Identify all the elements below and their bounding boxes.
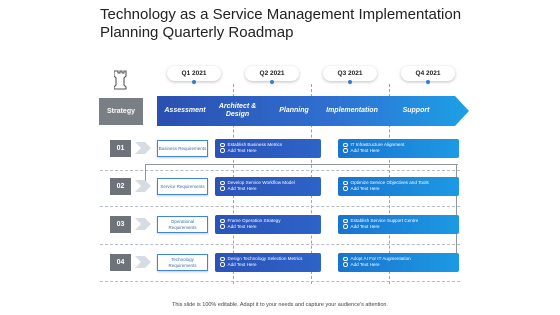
task-card-q3 bbox=[338, 215, 459, 234]
chevron-right-icon bbox=[135, 256, 151, 268]
phase-planning: Planning bbox=[279, 107, 309, 114]
task-item: Design Technology Selection Metrics bbox=[220, 256, 321, 262]
task-item: Establish Service Support Centre bbox=[343, 218, 459, 224]
chess-rook-icon bbox=[114, 70, 128, 90]
task-item: Adopt AI For IT Augmentation bbox=[343, 256, 459, 262]
task-card-q2 bbox=[215, 177, 321, 196]
chevron-right-icon bbox=[135, 218, 151, 230]
requirement-card: Business Requirements bbox=[157, 140, 208, 157]
quarter-marker bbox=[192, 80, 196, 84]
page-title: Technology as a Service Management Implementation Planning Quarterly Roadmap bbox=[100, 6, 462, 41]
task-item: Add Text Here bbox=[343, 186, 459, 192]
row-separator bbox=[100, 281, 460, 282]
quarter-q4: Q4 2021 bbox=[401, 66, 455, 81]
task-item: Add Text Here bbox=[343, 148, 459, 154]
row-number: 02 bbox=[110, 178, 131, 195]
task-item: Add Text Here bbox=[220, 148, 321, 154]
task-card-q2 bbox=[215, 215, 321, 234]
row-number: 03 bbox=[110, 216, 131, 233]
requirement-card: Operational Requirements bbox=[157, 216, 208, 233]
task-item: IT Infrastructure Alignment bbox=[343, 142, 459, 148]
phase-architect-design: Architect & Design bbox=[218, 103, 257, 118]
quarter-marker bbox=[270, 80, 274, 84]
quarter-q3: Q3 2021 bbox=[323, 66, 377, 81]
chevron-right-icon bbox=[135, 142, 151, 154]
flow-connector bbox=[145, 164, 458, 165]
phase-assessment: Assessment bbox=[164, 107, 206, 114]
row-separator bbox=[100, 170, 460, 171]
phase-support: Support bbox=[402, 107, 430, 114]
task-card-q2 bbox=[215, 253, 321, 272]
task-item: Develop Service Workflow Model bbox=[220, 180, 321, 186]
phase-implementation: Implementation bbox=[326, 107, 378, 114]
task-item: Add Text Here bbox=[220, 224, 321, 230]
task-item: Add Text Here bbox=[220, 262, 321, 268]
quarter-marker bbox=[426, 80, 430, 84]
quarter-q2: Q2 2021 bbox=[245, 66, 299, 81]
task-card-q3 bbox=[338, 253, 459, 272]
task-item: Add Text Here bbox=[220, 186, 321, 192]
chevron-right-icon bbox=[135, 180, 151, 192]
row-separator bbox=[100, 206, 460, 207]
quarter-q1: Q1 2021 bbox=[167, 66, 221, 81]
task-card-q3 bbox=[338, 177, 459, 196]
task-card-q2 bbox=[215, 139, 321, 158]
strategy-label: Strategy bbox=[99, 98, 143, 125]
task-item: Add Text Here bbox=[343, 224, 459, 230]
requirement-card: Service Requirements bbox=[157, 178, 208, 195]
requirement-card: Technology Requirements bbox=[157, 254, 208, 271]
row-separator bbox=[100, 244, 460, 245]
row-number: 04 bbox=[110, 254, 131, 271]
task-item: Establish Business Metrics bbox=[220, 142, 321, 148]
task-item: Add Text Here bbox=[343, 262, 459, 268]
task-item: Frame Operation Strategy bbox=[220, 218, 321, 224]
row-number: 01 bbox=[110, 140, 131, 157]
footer-note: This slide is 100% editable. Adapt it to your needs and capture your audience's attention. bbox=[172, 302, 388, 308]
task-item: Optimize Service Objectives and Tools bbox=[343, 180, 459, 186]
task-card-q3 bbox=[338, 139, 459, 158]
quarter-marker bbox=[348, 80, 352, 84]
